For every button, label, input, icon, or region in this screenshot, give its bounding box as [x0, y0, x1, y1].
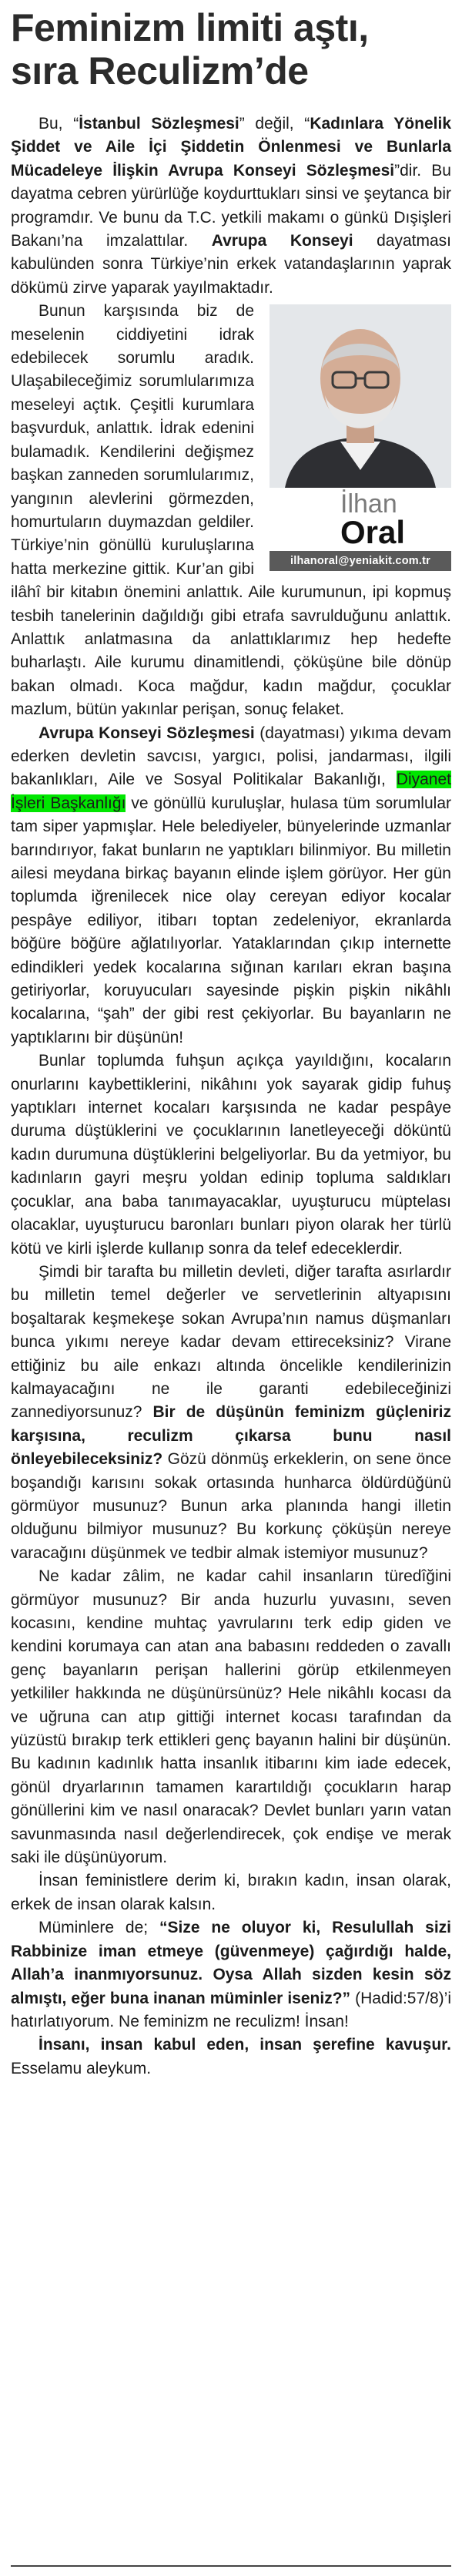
paragraph-4: Bunlar toplumda fuhşun açıkça yayıldığını, kocaların onurlarını kaybettiklerini, nikâhını yok sayarak gidip fuhuş yaptıkları internet kocaları karşısında ne kadar pespâye duruma düştüklerini ve çocuklarının lanetleyeceği döküntü kadın durumuna düştüklerini belgeliyorlar. Bu da yetmiyor, bu kadınların gayri meşru yoldan edinip topluma saldıkları çocuklar, ana baba tanımayacaklar, uyuşturucu müptelası olacaklar, uyuşturucu baronları bunları piyon olarak her türlü kötü ve kirli işlerde kullanıp sonra da telef edeceklerdir. [11, 1052, 451, 1258]
p1-text-a: Bu, “ [38, 115, 79, 133]
p1-text-c: ” değil, “ [239, 115, 310, 133]
p3-text-c: ve gönüllü kuruluşlar, hulasa tüm sorumlular tam siper yapmışlar. Hele belediyeler, bünyelerinde uzmanlar barındırıyor, fakat bunların ne yaptıkları bilinmiyor. Bu milletin ailesi meydana birkaç bayanın elinde işlem görüyor. Her gün toplumda iğrenilecek nice olay cereyan ediyor kocalar pespâye ediliyor, itibarı toptan zedeleniyor, ekranlarda böğüre böğüre ağlatılıyorlar. Yataklarından çıkıp internette edindikleri yedek kocalarına sığınan karıları ekran başına getiriyorlar, koruyucuları sayesinde pişkin pişkin nikâhlı kocalarına, “şah” der gibi rest çekiyorlar. Bu bayanların ne yaptıklarını bir düşünün! [11, 794, 451, 1046]
p1-text-g: dayatması kabulünden sonra Türkiye’nin erkek vatandaşlarının yaprak dökümü zirve yaparak yayılmaktadır. [11, 232, 451, 297]
author-last-name: Oral [340, 514, 406, 551]
paragraph-2 [11, 300, 451, 721]
p1-bold-convention-name: İstanbul Sözleşmesi [79, 115, 239, 133]
author-email: ilhanoral@yeniakit.com.tr [270, 551, 451, 571]
p9-bold-closing: İnsanı, insan kabul eden, insan şerefine kavuşur. [38, 2036, 451, 2054]
headline [0, 0, 462, 92]
headline-line-2: sıra Reculizm’de [11, 49, 309, 92]
p2-text: Bunun karşısında biz de meselenin ciddiyetini idrak edebilecek sorumlu aradık. Ulaşabileceğimiz sorumlularımıza meseleyi açtık. Çeşitli kurumlara başvurduk, anlattık. İdrak edenini bulamadık. Kendilerini değişmez başkan zanneden sorumlularımız, yangının alevlerini görmezden, homurtuların duymazdan geldiler. Türkiye’nin gönüllü kuruluşlarına hatta merkezine gittik. Kur’an gibi ilâhî bir kitabın önemini anlattık. Aile kurumunun, ipi kopmuş tesbih tanelerinin dağıldığı gibi etrafa savrulduğunu anlattık. Anlattık anlatmasına da anlattıklarımız hep hedefte buharlaştı. Aile kurumu dinamitlendi, çöküşüne bile dönüp bakan olmadı. Koca mağdur, kadın mağdur, çocuklar mazlum, bütün yakınlar perişan, sonuç felaket. [11, 302, 451, 719]
p9-text-b: Esselamu aleykum. [11, 2059, 152, 2077]
p1-bold-council: Avrupa Konseyi [211, 232, 353, 250]
p3-bold-convention: Avrupa Konseyi Sözleşmesi [38, 724, 255, 742]
p8-text-c: (Hadid:57/8)’i hatırlatıyorum. Ne feminizm ne reculizm! İnsan! [11, 1989, 451, 2030]
p3-highlighted-diyanet: Diyanet İşleri Başkanlığı [11, 771, 451, 812]
p5-text-c: Gözü dönmüş erkeklerin, on sene önce boşandığı karısını sokak ortasında hunharca öldürdüğünü görmüyor musunuz? Bunun arka planında hangi illetin olduğunu bilmiyor musunuz? Bu korkunç çöküşün nereye varacağını düşünmek ve tedbir almak istemiyor musunuz? [11, 1450, 451, 1562]
p8-text-a: Müminlere de; [38, 1919, 159, 1937]
paragraph-1 [11, 113, 451, 300]
paragraph-7: İnsan feministlere derim ki, bırakın kadın, insan olarak, erkek de insan olarak kalsın. [11, 1872, 451, 1913]
paragraph-3 [11, 722, 451, 1050]
p5-text-a: Şimdi bir tarafta bu milletin devleti, diğer tarafta asırlardır bu milletin temel değerler ve servetlerinin altyapısını boşaltarak keşmekeşe sokan Avrupa’nın namus düşmanları bunca yıkımı nereye kadar devam ettireceksiniz? Virane ettiğiniz bu aile enkazı altında öncelikle kendilerinizin kalmayacağını ne ile garanti edebileceğinizi zannediyorsunuz? [11, 1262, 451, 1422]
p1-bold-full-title: Kadınlara Yönelik Şiddet ve Aile İçi Şiddetin Önlenmesi ve Bunlarla Mücadeleye İlişkin Avrupa Konseyi Sözleşmesi [11, 115, 451, 180]
paragraph-6: Ne kadar zâlim, ne kadar cahil insanların türedîğini görmüyor musunuz? Bir anda huzurlu yuvasını, seven kocasını, kendine muhtaç yavrularını terk edip giden ve kendini korumaya can atan ana babasını reddeden o zavallı genç bayanların perişan hallerini görüp etkilenmeyen yetkililer hakkında ne düşünürsünüz? Hele nikâhlı kocası da ve uğruna can atıp gittiği internet kocası tarafından da yüzüstü bırakıp terk ettikleri genç bayanın halini bir düşünün. Bu kadının kadınlık hatta insanlık itibarını kim iade edecek, gönül dryarlarının tamamen karartıldığı çocukların harap gönüllerini kim ve nasıl onaracak? Devlet bunları yarın vatan savunmasında nasıl değerlendirecek, çok endişe ve merak saki ile düşünüyorum. [11, 1567, 451, 1867]
paragraph-8 [11, 1916, 451, 2034]
p5-bold-question: Bir de düşünün feminizm güçleniriz karşısına, reculizm çıkarsa bunu nasıl önleyebileceksiniz? [11, 1403, 451, 1469]
p1-text-e: ”dir. Bu dayatma cebren yürürlüğe koydurttukları sinsi ve şeytanca bir programdır. Ve bunu da T.C. yetkili makamı o günkü Dışişleri Bakanı’na imzalattılar. [11, 161, 451, 250]
author-first-name: İlhan [340, 489, 397, 519]
paragraph-9 [11, 2034, 451, 2081]
author-portrait-svg [270, 304, 451, 488]
article-body [0, 92, 462, 2081]
bottom-divider [11, 2565, 451, 2567]
headline-line-1: Feminizm limiti aştı, [11, 6, 369, 49]
p8-bold-verse: “Size ne oluyor ki, Resulullah sizi Rabbinize iman etmeye (güvenmeye) çağırdığı halde, Allah’a inanmıyorsunuz. Oysa Allah sizden kesin söz almıştı, eğer buna inanan müminler iseniz?” [11, 1919, 451, 2007]
p3-text-b: (dayatması) yıkıma devam ederken devletin savcısı, yargıcı, polisi, jandarması, ilgili bakanlıkları, Aile ve Sosyal Politikalar Bakanlığı, [11, 724, 451, 789]
author-box [270, 304, 451, 571]
author-portrait-icon [270, 304, 451, 488]
paragraph-5 [11, 1261, 451, 1565]
